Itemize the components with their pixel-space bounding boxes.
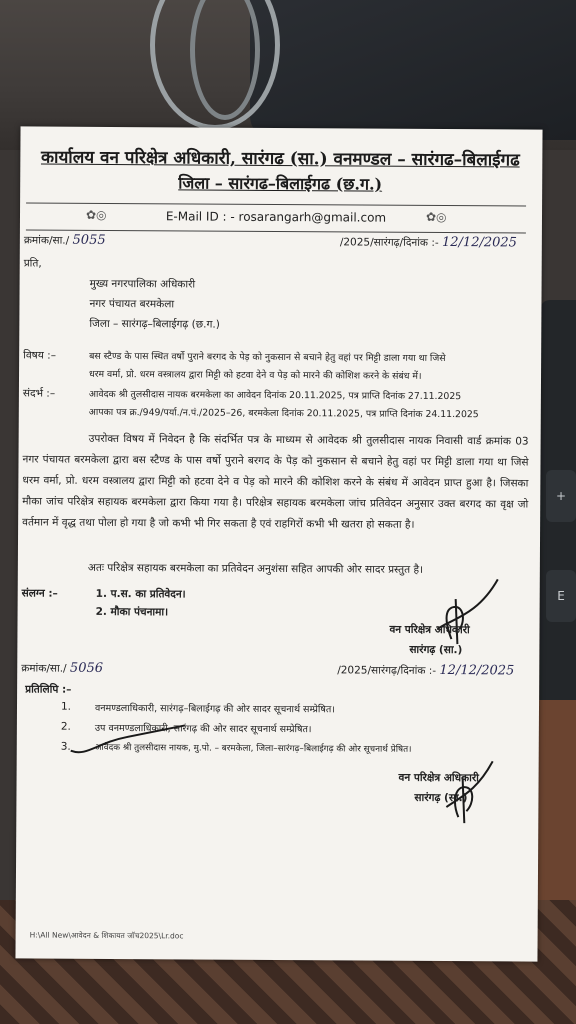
subject-line2: धरम वर्मा, प्रो. धरम वस्त्रालय द्वारा मिट्टी को हटवा देने व पेड़ को मारने की कोशिश करने के संबंध में। (88, 368, 422, 382)
letter-page (15, 126, 542, 961)
pen-checkmark (67, 723, 187, 760)
email-text: E-Mail ID : - rosarangarh@gmail.com (165, 209, 387, 225)
ref-date-1 (340, 234, 517, 250)
copy-item-1-num: 1. (60, 700, 72, 713)
ref-label: क्रमांक/सा./ (23, 234, 70, 247)
copy-item-2: उप वनमण्डलाधिकारी, सारंगढ़ की ओर सादर सूचनार्थ सम्प्रेषित। (94, 722, 312, 736)
office-title: कार्यालय वन परिक्षेत्र अधिकारी, सारंगढ (सा.) वनमण्डल – सारंगढ–बिलाईगढ (40, 147, 520, 171)
keyboard-key: + (546, 470, 576, 522)
signature-1-place: सारंगढ़ (सा.) (409, 643, 463, 657)
ref-number-2 (21, 660, 103, 675)
reference-line2: आपका पत्र क्र./949/पर्या./न.पं./2025–26, बरमकेला दिनांक 20.11.2025, पत्र प्राप्ति दिनांक 24.11.2025 (88, 406, 479, 421)
body-paragraph-1: उपरोक्त विषय में निवेदन है कि संदर्भित पत्र के माध्यम से आवेदक श्री तुलसीदास नायक निवासी वार्ड क्रमांक 03 नगर पंचायत बरमकेला द्वारा बस स्टैण्ड के पास वर्षो पुराने बरगद के पेड़ को नुकसान से बचाने हेतु वहां पर मिट्टी डाला गया था जिसे धरम वर्मा, प्रो. धरम वस्त्रालय द्वारा मिट्टी को हटवा देने व पेड़ को मारने की कोशिश करने के संबंध में आवेदन प्राप्त हुआ है। जिसका मौका जांच परिक्षेत्र सहायक बरमकेला द्वारा किया गया है। परिक्षेत्र सहायक बरमकेला जांच प्रतिवेदन अनुसार उक्त बरगद का वृक्ष जो वर्तमान में वृद्ध तथा पोला हो गया है जो कभी भी गिर सकता है एवं राहगिरों कभी भी खतरा हो सकता है। (22, 432, 529, 531)
enclosure-label: संलग्न :– (21, 587, 58, 600)
ref-number-handwritten: 5056 (69, 660, 104, 676)
date-handwritten: 12/12/2025 (441, 234, 518, 251)
enclosure-item-2: 2. मौका पंचनामा। (95, 605, 169, 619)
subject-line1: बस स्टैण्ड के पास स्थित वर्षो पुराने बरगद के पेड़ को नुकसान से बचाने हेतु वहां पर मिट्टी डाला गया था जिसे (89, 350, 446, 365)
ref-date-2 (337, 662, 514, 678)
signature-2-place: सारंगढ़ (सा.) (414, 791, 468, 805)
ref-number-handwritten: 5055 (72, 232, 106, 248)
date-label: /2025/सारंगढ़/दिनांक :- (337, 664, 437, 677)
copy-item-2-num: 2. (60, 720, 71, 733)
laptop (250, 0, 576, 140)
enclosure-item-1: 1. प.स. का प्रतिवेदन। (95, 587, 186, 601)
recipient-line1: मुख्य नगरपालिका अधिकारी (89, 277, 196, 291)
reference-line1: आवेदक श्री तुलसीदास नायक बरमकेला का आवेदन दिनांक 20.11.2025, पत्र प्राप्ति दिनांक 27.11.2025 (88, 388, 462, 403)
body-paragraph-2: अतः परिक्षेत्र सहायक बरमकेला का प्रतिवेदन अनुशंसा सहित आपकी ओर सादर प्रस्तुत है। (87, 561, 424, 576)
signature-1-title: वन परिक्षेत्र अधिकारी (389, 623, 470, 637)
date-handwritten: 12/12/2025 (439, 662, 515, 679)
signature-mark-1 (417, 569, 507, 650)
recipient-line3: जिला – सारंगढ़–बिलाईगढ़ (छ.ग.) (89, 317, 220, 331)
emblem-left-icon: ✿◎ (85, 207, 107, 222)
recipient-line2: नगर पंचायत बरमकेला (89, 297, 175, 311)
ref-label: क्रमांक/सा./ (21, 662, 67, 675)
copies-label: प्रतिलिपि :– (25, 683, 72, 696)
emblem-right-icon: ✿◎ (425, 209, 447, 225)
reference-label: संदर्भ :– (22, 387, 56, 400)
signature-2-title: वन परिक्षेत्र अधिकारी (398, 771, 479, 785)
email-bar (26, 202, 526, 233)
ref-number-1 (24, 232, 106, 247)
copy-item-1: वनमण्डलाधिकारी, सारंगढ़–बिलाईगढ़ की ओर सादर सूचनार्थ सम्प्रेषित। (94, 702, 335, 716)
date-label: /2025/सारंगढ़/दिनांक :- (339, 236, 439, 249)
file-path-footer: H:\All New\आवेदन & शिकायत जॉच2025\Lr.doc (29, 930, 184, 941)
copy-item-3-num: 3. (60, 740, 71, 753)
copy-item-3: आवेदक श्री तुलसीदास नायक, मु.पो. – बरमकेला, जिला–सारंगढ़–बिलाईगढ़ की ओर सूचनार्थ प्रेषित। (94, 742, 412, 755)
subject-label: विषय :– (23, 349, 57, 362)
keyboard-key: E (546, 570, 576, 622)
district-title: जिला – सारंगढ–बिलाईगढ (छ.ग.) (178, 173, 383, 194)
prati: प्रति, (23, 257, 42, 270)
